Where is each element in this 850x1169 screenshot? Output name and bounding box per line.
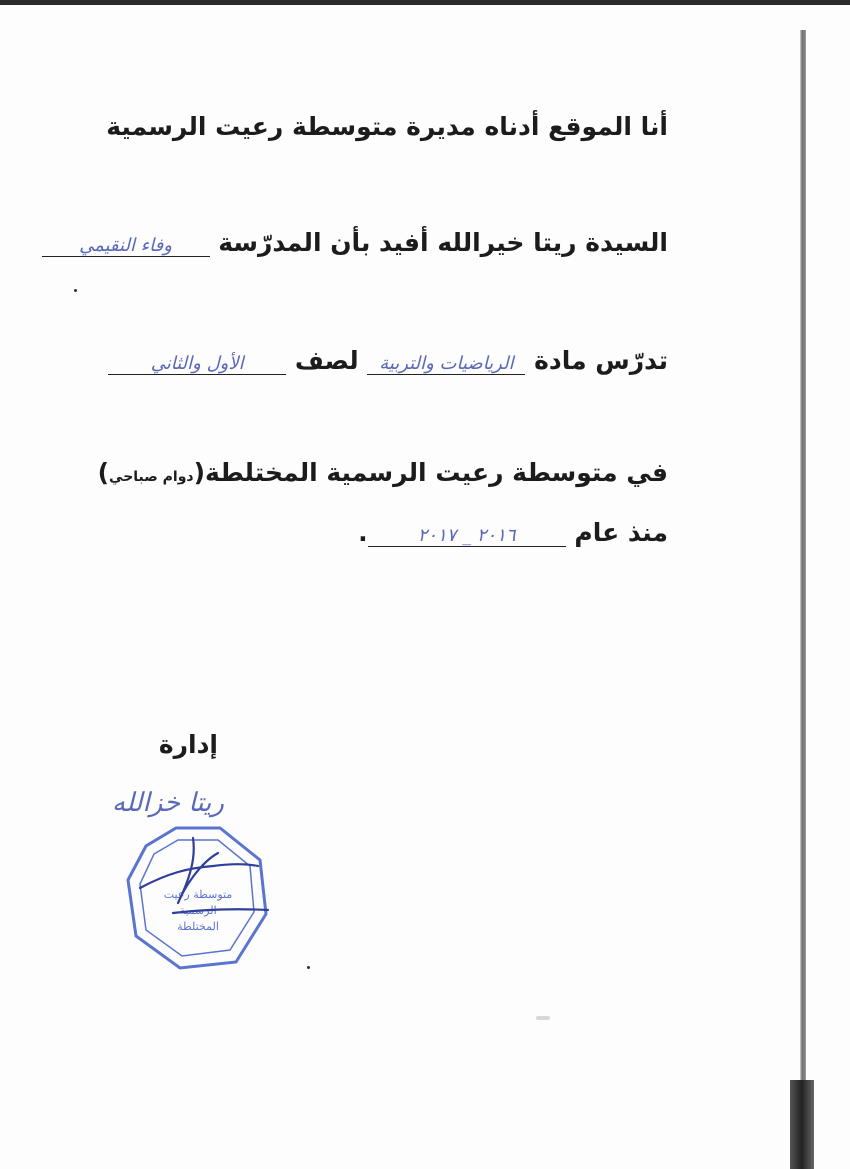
- subject-field: الرياضيات والتربية: [367, 353, 525, 375]
- admin-label-text: إدارة: [158, 730, 218, 759]
- line2-text: السيدة ريتا خيرالله أفيد بأن المدرّسة: [218, 228, 668, 257]
- line4-close: ): [97, 458, 110, 487]
- line5-end: .: [358, 518, 368, 547]
- official-stamp: [118, 818, 278, 978]
- line4-text: في متوسطة رعيت الرسمية المختلطة(: [193, 458, 668, 487]
- year-field: ٢٠١٦ _ ٢٠١٧: [368, 525, 566, 547]
- teacher-name-field: وفاء النقيمي: [42, 235, 210, 257]
- stamp-text-1: متوسطة رعيت: [163, 888, 233, 901]
- line5-text: منذ عام: [574, 518, 668, 547]
- grades-field: الأول والثاني: [108, 353, 286, 375]
- shift-note: دوام صباحي: [109, 469, 194, 485]
- statement-line-1: [106, 112, 668, 141]
- line3-text: تدرّس مادة: [534, 346, 668, 375]
- scan-top-border: [0, 0, 850, 5]
- scan-speck: [74, 289, 77, 292]
- scan-right-edge-dark: [790, 1080, 814, 1169]
- line1-text: أنا الموقع أدناه مديرة متوسطة رعيت الرسمية: [106, 112, 668, 141]
- stamp-text-2: الرسمية: [179, 904, 217, 917]
- scan-mark: [536, 1016, 550, 1020]
- stamp-text-3: المختلطة: [177, 920, 219, 933]
- admin-label: [159, 730, 218, 759]
- statement-line-5: [358, 518, 668, 547]
- scan-speck: [307, 966, 310, 969]
- scan-right-edge: [800, 30, 806, 1169]
- statement-line-4: [98, 458, 668, 487]
- line3-class-label: لصف: [294, 346, 359, 375]
- statement-line-3: [108, 346, 668, 375]
- handwritten-signature-name: ريتا خزالله: [112, 788, 224, 818]
- statement-line-2: [42, 228, 669, 257]
